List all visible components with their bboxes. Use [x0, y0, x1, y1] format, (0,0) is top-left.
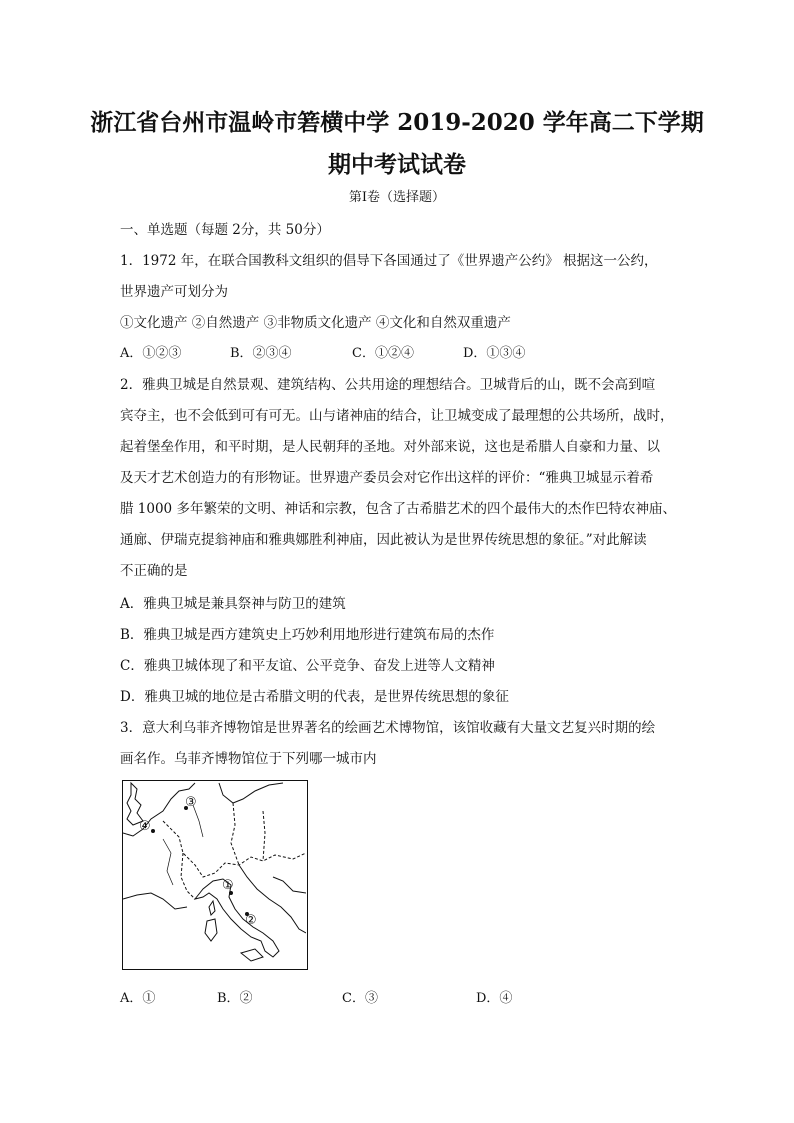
q2-stem-line: 腊 1000 多年繁荣的文明、神话和宗教，包含了古希腊艺术的四个最伟大的杰作巴特农神庙、 — [120, 501, 676, 517]
exam-title-line1: 浙江省台州市温岭市箬横中学 2019-2020 学年高二下学期 — [90, 109, 704, 136]
q1-option-c: C．①②④ — [352, 346, 414, 361]
q2-stem-line: 2．雅典卫城是自然景观、建筑结构、公共用途的理想结合。卫城背后的山，既不会高到喧 — [120, 377, 656, 393]
q1-option-d: D．①③④ — [463, 346, 526, 361]
q2-stem-line: 宾夺主，也不会低到可有可无。山与诸神庙的结合，让卫城变成了最理想的公共场所，战时， — [120, 408, 674, 424]
map-label: ② — [245, 913, 257, 928]
map-label: ① — [222, 878, 234, 893]
europe-map-drawing — [123, 781, 306, 968]
q2-stem-line: 通廊、伊瑞克提翁神庙和雅典娜胜利神庙，因此被认为是世界传统思想的象征。”对此解读 — [120, 532, 647, 548]
q2-option-a: A．雅典卫城是兼具祭神与防卫的建筑 — [120, 596, 346, 612]
q3-option-c: C．③ — [342, 991, 378, 1006]
part-heading: 一、单选题（每题 2分，共 50分） — [120, 222, 330, 238]
q1-items: ①文化遗产 ②自然遗产 ③非物质文化遗产 ④文化和自然双重遗产 — [120, 315, 511, 331]
q3-stem-line: 画名作。乌菲齐博物馆位于下列哪一城市内 — [120, 751, 377, 767]
q2-option-b: B．雅典卫城是西方建筑史上巧妙利用地形进行建筑布局的杰作 — [120, 627, 495, 643]
q1-option-a: A．①②③ — [120, 346, 182, 361]
europe-map — [122, 780, 308, 970]
q1-option-b: B．②③④ — [230, 346, 292, 361]
q2-stem-line: 起着堡垒作用，和平时期，是人民朝拜的圣地。对外部来说，这也是希腊人自豪和力量、以 — [120, 439, 660, 455]
q3-stem-line: 3．意大利乌菲齐博物馆是世界著名的绘画艺术博物馆，该馆收藏有大量文艺复兴时期的绘 — [120, 720, 656, 736]
q1-stem-line2: 世界遗产可划分为 — [120, 284, 228, 300]
q3-option-b: B．② — [217, 991, 253, 1006]
section-heading: 第Ⅰ卷（选择题） — [348, 190, 446, 205]
q1-stem-line1: 1．1972 年，在联合国教科文组织的倡导下各国通过了《世界遗产公约》 根据这一公约， — [120, 253, 658, 269]
q3-option-d: D．④ — [476, 991, 513, 1006]
q2-option-d: D．雅典卫城的地位是古希腊文明的代表，是世界传统思想的象征 — [120, 689, 509, 705]
q3-option-a: A．① — [120, 991, 156, 1006]
map-label: ④ — [139, 819, 151, 834]
q2-stem-line: 不正确的是 — [120, 563, 188, 579]
q2-option-c: C．雅典卫城体现了和平友谊、公平竞争、奋发上进等人文精神 — [120, 658, 495, 674]
q2-stem-line: 及天才艺术创造力的有形物证。世界遗产委员会对它作出这样的评价：“雅典卫城显示着希 — [120, 470, 654, 486]
map-label: ③ — [185, 795, 197, 810]
exam-title-line2: 期中考试试卷 — [328, 151, 466, 178]
